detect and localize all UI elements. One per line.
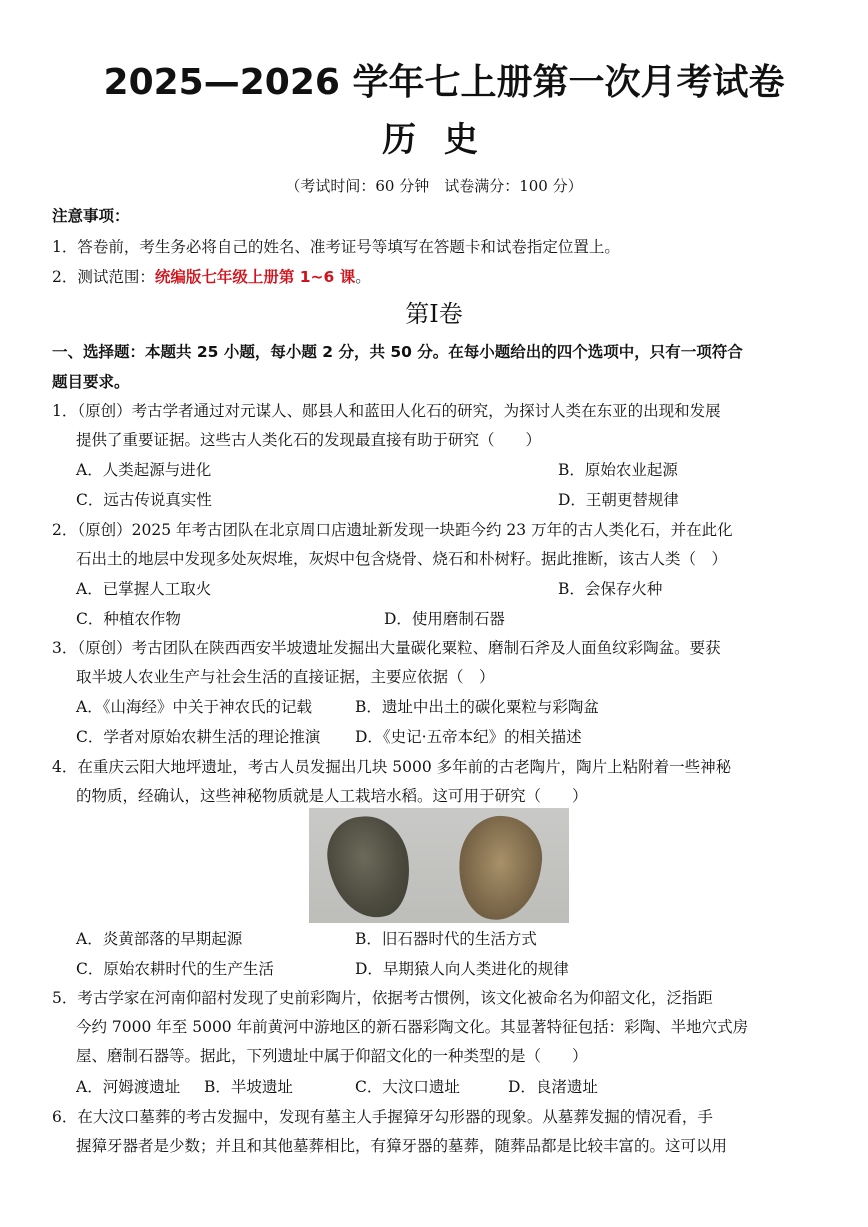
question-4-line-2: 的物质，经确认，这些神秘物质就是人工栽培水稻。这可用于研究（ ）	[76, 787, 588, 805]
question-1-option-b: B．原始农业起源	[558, 461, 678, 479]
question-5-line-1: 5．考古学家在河南仰韶村发现了史前彩陶片，依据考古惯例，该文化被命名为仰韶文化，泛指距	[52, 989, 713, 1007]
dark-pottery-shard	[322, 811, 415, 923]
question-5-option-c: C．大汶口遗址	[355, 1078, 460, 1096]
page-title: 2025—2026 学年七上册第一次月考试卷	[103, 62, 785, 103]
question-2-option-c: C．种植农作物	[76, 610, 181, 628]
subject-title: 历 史	[382, 120, 486, 160]
exam-info: （考试时间：60 分钟 试卷满分：100 分）	[285, 177, 583, 195]
notice-item-1: 1．答卷前，考生务必将自己的姓名、准考证号等填写在答题卡和试卷指定位置上。	[52, 238, 620, 256]
brown-pottery-shard	[454, 812, 546, 924]
question-5-option-d: D．良渚遗址	[508, 1078, 598, 1096]
question-6-line-2: 握獐牙器者是少数；并且和其他墓葬相比，有獐牙器的墓葬，随葬品都是比较丰富的。这可以用	[76, 1137, 728, 1155]
question-2-option-d: D．使用磨制石器	[384, 610, 505, 628]
question-5-option-a: A．河姆渡遗址	[76, 1078, 181, 1096]
question-1-option-a: A．人类起源与进化	[76, 461, 212, 479]
question-3-option-d: D．《史记·五帝本纪》的相关描述	[355, 728, 582, 746]
question-3-option-a: A．《山海经》中关于神农氏的记载	[76, 698, 312, 716]
question-4-option-c: C．原始农耕时代的生产生活	[76, 960, 274, 978]
question-6-line-1: 6．在大汶口墓葬的考古发掘中，发现有墓主人手握獐牙勾形器的现象。从墓葬发掘的情况看，手	[52, 1108, 713, 1126]
question-2-line-2: 石出土的地层中发现多处灰烬堆，灰烬中包含烧骨、烧石和朴树籽。据此推断，该古人类（ ）	[76, 550, 728, 568]
notice-item-2-suffix: 。	[355, 268, 371, 286]
section-instructions-line-2: 题目要求。	[52, 373, 130, 391]
question-1-option-c: C．远古传说真实性	[76, 491, 212, 509]
question-3-option-b: B．遗址中出土的碳化粟粒与彩陶盆	[355, 698, 599, 716]
notice-item-2-prefix: 2．测试范围：	[52, 268, 155, 286]
test-scope-highlight: 统编版七年级上册第 1~6 课	[154, 268, 356, 286]
pottery-shards-photo	[309, 808, 569, 923]
question-5-line-3: 屋、磨制石器等。据此，下列遗址中属于仰韶文化的一种类型的是（ ）	[76, 1047, 588, 1065]
question-4-option-a: A．炎黄部落的早期起源	[76, 930, 243, 948]
question-5-line-2: 今约 7000 年至 5000 年前黄河中游地区的新石器彩陶文化。其显著特征包括：彩陶、半地穴式房	[76, 1018, 749, 1036]
question-4-option-d: D．早期猿人向人类进化的规律	[355, 960, 569, 978]
question-1-line-2: 提供了重要证据。这些古人类化石的发现最直接有助于研究（ ）	[76, 431, 542, 449]
question-3-option-c: C．学者对原始农耕生活的理论推演	[76, 728, 321, 746]
question-1-line-1: 1．（原创）考古学者通过对元谋人、郧县人和蓝田人化石的研究，为探讨人类在东亚的出现和发展	[52, 402, 721, 420]
question-2-option-b: B．会保存火种	[558, 580, 663, 598]
section-title: 第Ⅰ卷	[405, 300, 463, 328]
question-3-line-2: 取半坡人农业生产与社会生活的直接证据，主要应依据（ ）	[76, 668, 495, 686]
question-2-option-a: A．已掌握人工取火	[76, 580, 212, 598]
question-4-option-b: B．旧石器时代的生活方式	[355, 930, 537, 948]
notice-heading: 注意事项：	[52, 207, 130, 225]
question-1-option-d: D．王朝更替规律	[558, 491, 679, 509]
question-4-line-1: 4．在重庆云阳大地坪遗址，考古人员发掘出几块 5000 多年前的古老陶片，陶片上粘附着一些神秘	[52, 758, 732, 776]
question-2-line-1: 2．（原创）2025 年考古团队在北京周口店遗址新发现一块距今约 23 万年的古人类化石，并在此化	[52, 521, 733, 539]
section-instructions-line-1: 一、选择题：本题共 25 小题，每小题 2 分，共 50 分。在每小题给出的四个选项中，只有一项符合	[52, 343, 743, 361]
question-5-option-b: B．半坡遗址	[204, 1078, 293, 1096]
notice-item-2	[52, 265, 371, 289]
question-3-line-1: 3．（原创）考古团队在陕西西安半坡遗址发掘出大量碳化粟粒、磨制石斧及人面鱼纹彩陶盆。要获	[52, 639, 721, 657]
